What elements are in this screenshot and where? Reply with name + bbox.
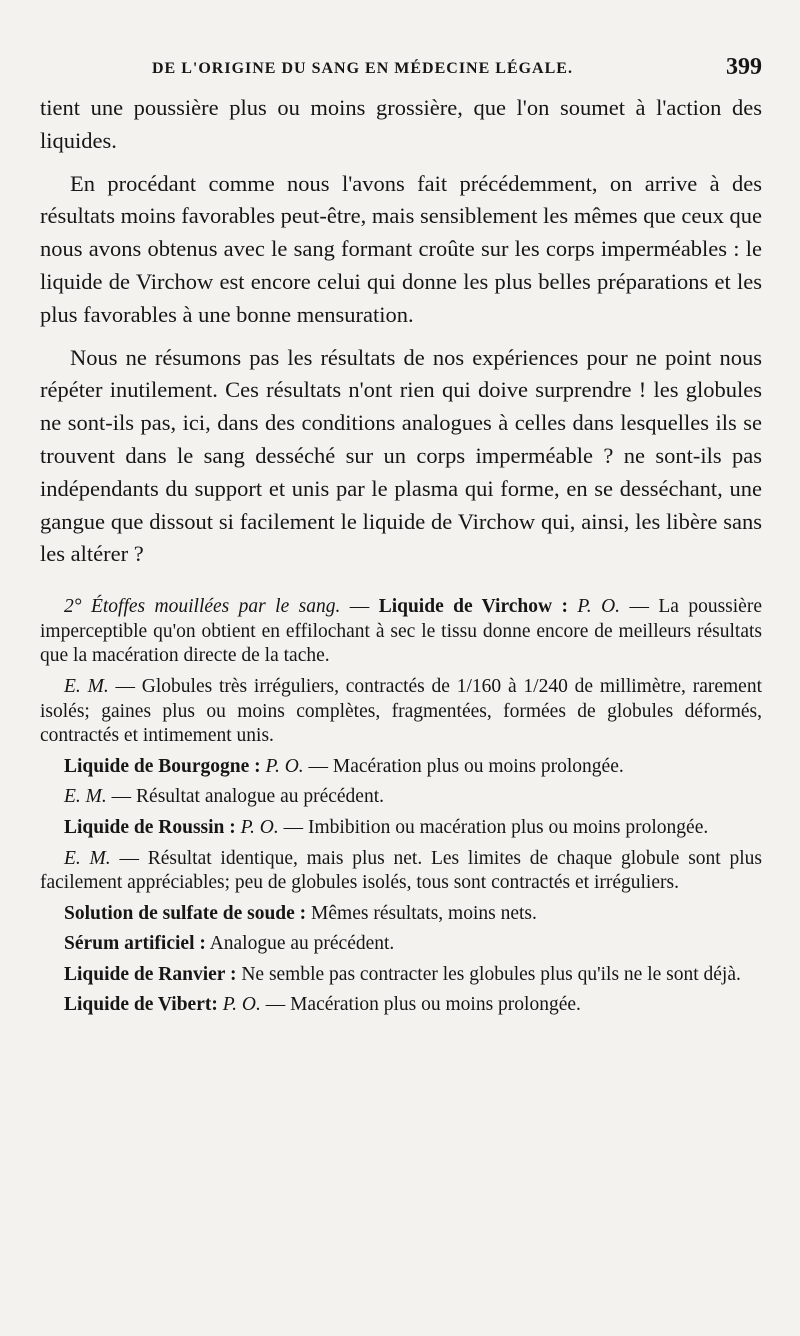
page-body xyxy=(40,92,762,1018)
section-heading: 2° Étoffes mouillées par le sang. xyxy=(64,596,341,618)
page-number: 399 xyxy=(726,54,762,80)
entry-liquid xyxy=(40,993,762,1018)
liquid-name: Sérum artificiel : xyxy=(64,933,206,955)
entry-em xyxy=(40,675,762,749)
liquid-name: Liquide de Bourgogne : xyxy=(64,755,261,777)
entry-liquid xyxy=(40,755,762,780)
em-label: E. M. xyxy=(64,675,109,697)
entry-text: — Résultat analogue au précédent. xyxy=(106,786,385,808)
section-text: — La poussière imperceptible qu'on obtient en effilochant à sec le tissu donne encore de meilleurs résultats que la macération directe de la tache. xyxy=(40,596,762,667)
liquid-name: Liquide de Vibert: xyxy=(64,994,218,1016)
entry-text: Analogue au précédent. xyxy=(205,933,395,955)
page-header xyxy=(40,54,762,90)
paragraph-procedure: En procédant comme nous l'avons fait précédemment, on arrive à des résultats moins favorables peut-être, mais sensiblement les mêmes que ceux que nous avons obtenus avec le sang formant croûte sur les corps imperméables : le liquide de Virchow est encore celui qui donne les plus belles préparations et les plus favorables à une bonne mensuration. xyxy=(40,170,762,327)
liquid-name: Solution de sulfate de soude : xyxy=(64,902,307,924)
po-abbrev: P. O. xyxy=(217,994,261,1016)
entry-text: — Macération plus ou moins prolongée. xyxy=(260,994,581,1016)
paragraph-continuation: tient une poussière plus ou moins grossière, que l'on soumet à l'action des liquides. xyxy=(40,95,762,153)
entry-liquid xyxy=(40,932,762,957)
entry-liquid xyxy=(40,963,762,988)
em-label: E. M. xyxy=(64,847,111,869)
section-2-paragraph xyxy=(40,595,762,669)
em-label: E. M. xyxy=(64,786,107,808)
dash: — xyxy=(340,596,379,618)
running-title: DE L'ORIGINE DU SANG EN MÉDECINE LÉGALE. xyxy=(152,60,573,77)
entry-em xyxy=(40,847,762,896)
entry-em xyxy=(40,785,762,810)
entry-text: — Globules très irréguliers, contractés de 1/160 à 1/240 de millimètre, rarement isolés; gaines plus ou moins complètes, fragmentées, formées de globules déformés, contractés et intimement unis. xyxy=(40,675,762,747)
po-abbrev: P. O. xyxy=(235,816,279,838)
entry-text: — Macération plus ou moins prolongée. xyxy=(303,755,624,777)
entry-liquid xyxy=(40,902,762,927)
liquid-name: Liquide de Virchow : xyxy=(378,596,568,618)
entry-liquid xyxy=(40,816,762,841)
entry-text: — Résultat identique, mais plus net. Les limites de chaque globule sont plus facilement appréciables; peu de globules isolés, tous sont contractés et irréguliers. xyxy=(40,847,762,894)
liquid-name: Liquide de Roussin : xyxy=(64,816,236,838)
entry-text: Ne semble pas contracter les globules plus qu'ils ne le sont déjà. xyxy=(236,963,741,985)
paragraph-summary: Nous ne résumons pas les résultats de nos expériences pour ne point nous répéter inutilement. Ces résultats n'ont rien qui doive surprendre ! les globules ne sont-ils pas, ici, dans des conditions analogues à celles dans lesquelles ils se trouvent dans le sang desséché sur un corps imperméable ? ne sont-ils pas indépendants du support et unis par le plasma qui forme, en se desséchant, une gangue que dissout si facilement le liquide de Virchow qui, ainsi, les libère sans les altérer ? xyxy=(40,344,762,567)
po-abbrev: P. O. xyxy=(260,755,304,777)
experiment-notes xyxy=(40,595,762,1018)
po-abbrev: P. O. xyxy=(568,596,621,618)
liquid-name: Liquide de Ranvier : xyxy=(64,963,237,985)
entry-text: Mêmes résultats, moins nets. xyxy=(306,902,537,924)
main-text xyxy=(40,92,762,571)
entry-text: — Imbibition ou macération plus ou moins prolongée. xyxy=(278,816,709,838)
